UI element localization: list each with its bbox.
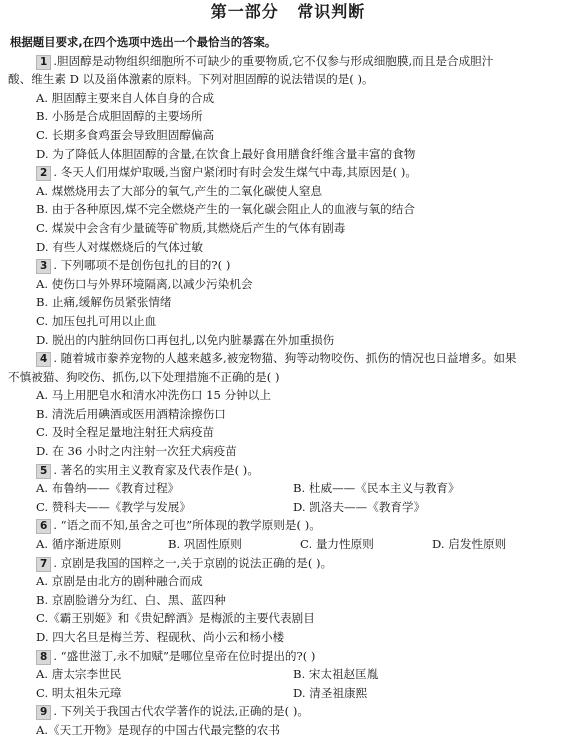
question-number: 4: [36, 352, 51, 367]
question-2-stem: [8, 163, 568, 182]
option-c: C. 量力性原则: [300, 537, 374, 552]
option-c: C. 明太祖朱元璋: [36, 685, 122, 700]
options-row: [8, 498, 568, 517]
option-b: B. 止痛,缓解伤员紧张情绪: [36, 295, 172, 310]
question-list: [8, 33, 568, 740]
option-b: B. 杜威——《民本主义与教育》: [293, 481, 460, 496]
option-d: D. 为了降低人体胆固醇的含量,在饮食上最好食用膳食纤维含量丰富的食物: [36, 146, 416, 161]
part-label: 第一部分: [210, 2, 279, 21]
question-4-stem: [8, 349, 568, 368]
option-a: A. 布鲁纳——《教育过程》: [36, 481, 180, 496]
question-number: 1: [36, 55, 51, 70]
question-text: . “盛世滋丁,永不加赋”是哪位皇帝在位时提出的?( ): [53, 648, 316, 663]
option-d: D. 清圣祖康熙: [293, 685, 368, 700]
question-1-stem: [8, 52, 568, 71]
question-number: 9: [36, 705, 51, 720]
question-text: . 下列哪项不是创伤包扎的目的?( ): [53, 258, 231, 273]
option-a: A. 使伤口与外界环境隔离,以减少污染机会: [36, 276, 253, 291]
option-a: A. 循序渐进原则: [36, 537, 122, 552]
question-1-continuation: 酸、维生素 D 以及甾体激素的原料。下列对胆固醇的说法错误的是( )。: [8, 72, 374, 87]
option-b: B. 宋太祖赵匡胤: [293, 667, 379, 682]
question-9-stem: [8, 702, 568, 721]
question-number: 5: [36, 464, 51, 479]
option-a: A. 煤燃烧用去了大部分的氧气,产生的二氧化碳使人窒息: [36, 183, 323, 198]
option-a: A. 马上用肥皂水和清水冲洗伤口 15 分钟以上: [36, 388, 271, 403]
option-d: D. 启发性原则: [432, 537, 507, 552]
options-row: [8, 535, 568, 554]
option-b: B. 巩固性原则: [168, 537, 242, 552]
question-text: . 随着城市豢养宠物的人越来越多,被宠物猫、狗等动物咬伤、抓伤的情况也日益增多。如果: [53, 351, 517, 366]
options-row: [8, 684, 568, 703]
question-3-stem: [8, 256, 568, 275]
options-row: [8, 479, 568, 498]
question-text: . 著名的实用主义教育家及代表作是( )。: [53, 462, 259, 477]
option-c: C. 加压包扎可用以止血: [36, 313, 157, 328]
option-c: C. 赞科夫——《教学与发展》: [36, 499, 191, 514]
question-text: . 下列关于我国古代农学著作的说法,正确的是( )。: [53, 704, 309, 719]
question-number: 2: [36, 166, 51, 181]
option-a: A. 唐太宗李世民: [36, 667, 122, 682]
question-number: 6: [36, 519, 51, 534]
question-5-stem: [8, 461, 568, 480]
question-4-continuation: 不慎被猫、狗咬伤、抓伤,以下处理措施不正确的是( ): [8, 369, 280, 384]
option-a: A. 京剧是由北方的剧种融合而成: [36, 574, 203, 589]
question-7-stem: [8, 554, 568, 573]
question-number: 8: [36, 650, 51, 665]
option-c: C. 长期多食鸡蛋会导致胆固醇偏高: [36, 127, 215, 142]
question-number: 7: [36, 557, 51, 572]
option-d: D. 脱出的内脏纳回伤口再包扎,以免内脏暴露在外加重损伤: [36, 332, 335, 347]
option-d: D. 凯洛夫——《教育学》: [293, 499, 426, 514]
option-b: B. 京剧脸谱分为红、白、黑、蓝四种: [36, 592, 226, 607]
option-d: D. 在 36 小时之内注射一次狂犬病疫苗: [36, 444, 237, 459]
option-d: D. 四大名旦是梅兰芳、程砚秋、尚小云和杨小楼: [36, 630, 285, 644]
page-title: [0, 3, 576, 22]
question-text: . 京剧是我国的国粹之一,关于京剧的说法正确的是( )。: [53, 555, 333, 570]
option-b: B. 由于各种原因,煤不完全燃烧产生的一氧化碳会阻止人的血液与氧的结合: [36, 202, 415, 217]
option-c: C. 及时全程足量地注射狂犬病疫苗: [36, 425, 215, 440]
question-text: . 冬天人们用煤炉取暖,当窗户紧闭时有时会发生煤气中毒,其原因是( )。: [53, 165, 418, 180]
question-text: . “语之而不知,虽舍之可也”所体现的教学原则是( )。: [53, 518, 321, 533]
question-8-stem: [8, 647, 568, 666]
question-text: .胆固醇是动物组织细胞所不可缺少的重要物质,它不仅参与形成细胞膜,而且是合成胆汁: [53, 53, 494, 68]
option-b: B. 小肠是合成胆固醇的主要场所: [36, 109, 203, 124]
option-a: A. 胆固醇主要来自人体自身的合成: [36, 90, 215, 105]
option-c: C.《霸王别姬》和《贵妃醉酒》是梅派的主要代表剧目: [36, 611, 315, 626]
question-number: 3: [36, 259, 51, 274]
instruction-text: 根据题目要求,在四个选项中选出一个最恰当的答案。: [10, 35, 277, 49]
options-row: [8, 665, 568, 684]
section-name: 常识判断: [297, 2, 366, 21]
option-a: A.《天工开物》是现存的中国古代最完整的农书: [36, 722, 280, 737]
option-d: D. 有些人对煤燃烧后的气体过敏: [36, 239, 203, 254]
option-c: C. 煤炭中会含有少量硫等矿物质,其燃烧后产生的气体有剧毒: [36, 220, 346, 235]
question-6-stem: [8, 516, 568, 535]
option-b: B. 清洗后用碘酒或医用酒精涂擦伤口: [36, 406, 226, 421]
